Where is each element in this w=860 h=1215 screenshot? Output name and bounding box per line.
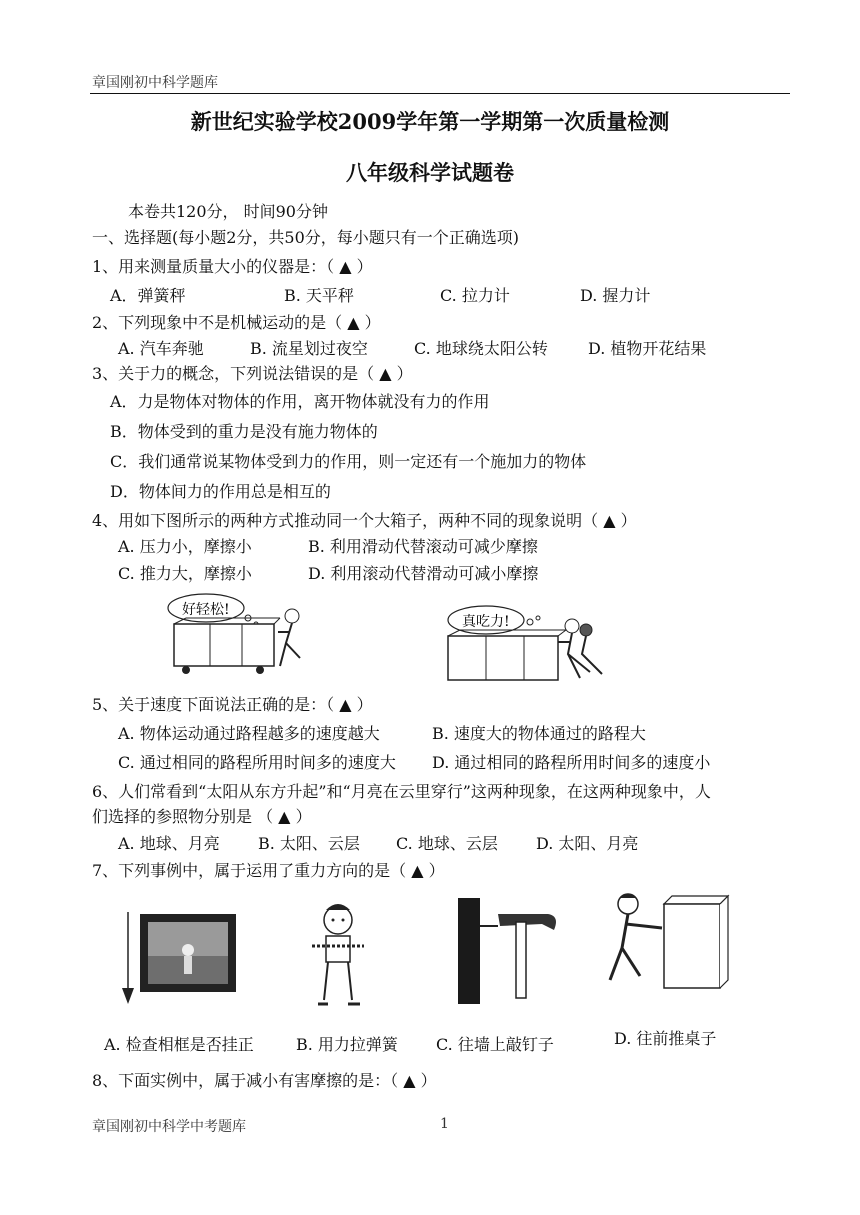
q2-option-c: C. 地球绕太阳公转 <box>414 339 548 358</box>
question-6-stem-line2: 们选择的参照物分别是 （ ▲ ） <box>92 807 312 826</box>
q2-option-b: B. 流星划过夜空 <box>250 339 368 358</box>
pushing-table-person <box>596 888 736 998</box>
q6-option-b: B. 太阳、云层 <box>258 834 360 853</box>
question-2-stem: 2、下列现象中不是机械运动的是（ ▲ ） <box>92 313 381 332</box>
q5-option-c: C. 通过相同的路程所用时间多的速度大 <box>118 753 396 772</box>
sliding-box-illustration <box>440 596 620 686</box>
person-head <box>285 609 299 623</box>
hammer-head <box>498 914 556 930</box>
wheel <box>256 666 264 674</box>
q5-option-d: D. 通过相同的路程所用时间多的速度小 <box>432 753 711 772</box>
q1-option-d: D. 握力计 <box>580 286 651 305</box>
section-heading: 一、选择题(每小题2分，共50分，每小题只有一个正确选项) <box>92 228 520 247</box>
q4-option-d: D. 利用滚动代替滑动可减小摩擦 <box>308 564 539 583</box>
q6-option-c: C. 地球、云层 <box>396 834 498 853</box>
exam-title: 新世纪实验学校2009学年第一学期第一次质量检测 <box>190 109 670 134</box>
q2-option-d: D. 植物开花结果 <box>588 339 707 358</box>
q5-option-b: B. 速度大的物体通过的路程大 <box>432 724 646 743</box>
wall <box>458 898 480 1004</box>
q2-option-a: A. 汽车奔驰 <box>118 339 204 358</box>
q7-option-a: A. 检查相框是否挂正 <box>104 1035 254 1054</box>
question-3-stem: 3、关于力的概念，下列说法错误的是（ ▲ ） <box>92 364 413 383</box>
q4-option-b: B. 利用滑动代替滚动可减少摩擦 <box>308 537 538 556</box>
hammer-handle <box>516 922 526 998</box>
box <box>448 636 558 680</box>
q4-option-a: A. 压力小，摩擦小 <box>118 537 252 556</box>
q3-option-d: D．物体间力的作用总是相互的 <box>110 482 331 501</box>
hammer-nail-wall <box>452 896 572 1006</box>
q1-option-c: C. 拉力计 <box>440 286 510 305</box>
bubble-text: 好轻松! <box>182 602 230 618</box>
q7-option-b: B. 用力拉弹簧 <box>296 1035 398 1054</box>
question-5-stem: 5、关于速度下面说法正确的是：（ ▲ ） <box>92 695 373 714</box>
q1-option-b: B. 天平秤 <box>284 286 354 305</box>
wheel <box>182 666 190 674</box>
pulling-spring-person <box>298 896 378 1016</box>
q3-option-a: A．力是物体对物体的作用，离开物体就没有力的作用 <box>110 392 490 411</box>
q4-option-c: C. 推力大，摩擦小 <box>118 564 252 583</box>
box <box>664 904 720 988</box>
question-4-stem: 4、用如下图所示的两种方式推动同一个大箱子，两种不同的现象说明（ ▲ ） <box>92 511 637 530</box>
q5-option-a: A. 物体运动通过路程越多的速度越大 <box>118 724 380 743</box>
question-1-stem: 1、用来测量质量大小的仪器是：（ ▲ ） <box>92 257 373 276</box>
person-head <box>565 619 579 633</box>
rolling-box-illustration <box>160 588 330 680</box>
q3-option-b: B．物体受到的重力是没有施力物体的 <box>110 422 378 441</box>
page-header: 章国刚初中科学题库 <box>92 75 218 91</box>
q3-option-c: C．我们通常说某物体受到力的作用，则一定还有一个施加力的物体 <box>110 452 587 471</box>
header-rule <box>90 93 790 94</box>
question-8-stem: 8、下面实例中，属于减小有害摩擦的是：（ ▲ ） <box>92 1071 437 1090</box>
q6-option-a: A. 地球、月亮 <box>118 834 220 853</box>
page-number: 1 <box>440 1116 449 1132</box>
box <box>174 624 274 666</box>
question-7-stem: 7、下列事例中，属于运用了重力方向的是（ ▲ ） <box>92 861 445 880</box>
exam-subtitle: 八年级科学试题卷 <box>346 160 514 185</box>
picture-frame-plumb-line <box>118 908 248 1012</box>
page-footer: 章国刚初中科学中考题库 <box>92 1119 246 1135</box>
q7-option-c: C. 往墙上敲钉子 <box>436 1035 554 1054</box>
exam-info: 本卷共120分， 时间90分钟 <box>128 202 328 221</box>
q7-option-d: D. 往前推桌子 <box>614 1029 717 1048</box>
bubble-text: 真吃力! <box>462 614 510 630</box>
q6-option-d: D. 太阳、月亮 <box>536 834 639 853</box>
q1-option-a: A．弹簧秤 <box>110 286 186 305</box>
question-6-stem-line1: 6、人们常看到“太阳从东方升起”和“月亮在云里穿行”这两种现象，在这两种现象中，人 <box>92 782 711 801</box>
